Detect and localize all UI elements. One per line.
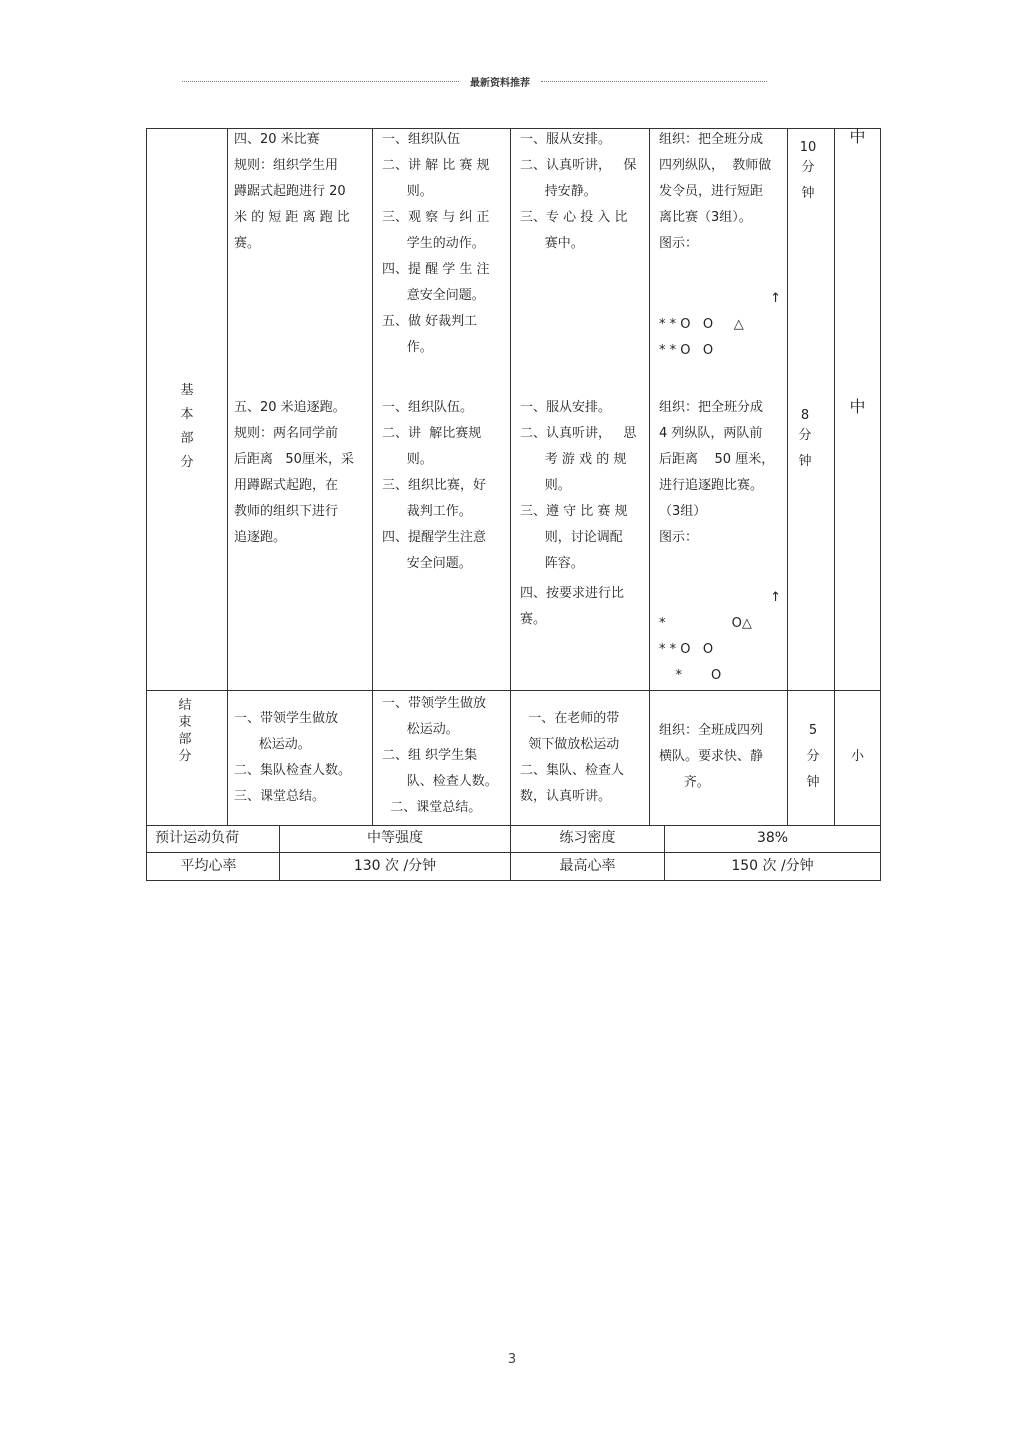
activity-1-student: 一、服从安排。 二、认真听讲， 保 持安静。 三、专 心 投 入 比 赛中。 — [520, 132, 637, 251]
ending-teacher: 一、带领学生做放 松运动。 二、组 织学生集 队、检查人数。 二、课堂总结。 — [382, 696, 498, 815]
ending-intensity: 小 — [850, 749, 864, 764]
activity-2-intensity: 中 — [849, 397, 866, 416]
section-label-basic: 基 本 部 分 — [180, 383, 194, 470]
density-value: 38% — [756, 830, 789, 846]
activity-2-diagram: ↑ * O△ * * O O * O — [659, 585, 781, 689]
activity-1-teacher: 一、组织队伍 二、讲 解 比 赛 规 则。 三、观 察 与 纠 正 学生的动作。 四、提 醒 学 生 注 意安全问题。 五、做 好裁判工 作。 — [382, 132, 490, 355]
header-title: 最新资料推荐 — [470, 78, 530, 89]
activity-2-content: 五、20 米追逐跑。 规则：两名同学前 后距离 50厘米，采 用蹲踞式起跑，在 教师的组织下进行 追逐跑。 — [234, 400, 354, 545]
load-value: 中等强度 — [367, 830, 423, 846]
avg-hr-label: 平均心率 — [180, 858, 237, 874]
avg-hr-value: 130 次 /分钟 — [353, 858, 437, 874]
max-hr-value: 150 次 /分钟 — [731, 858, 814, 874]
activity-2-organization: 组织：把全班分成 4 列纵队，两队前 后距离 50 厘米， 进行追逐跑比赛。 （3组） 图示： — [659, 400, 775, 545]
load-label: 预计运动负荷 — [155, 830, 239, 846]
max-hr-label: 最高心率 — [559, 858, 616, 874]
ending-organization: 组织：全班成四列 横队。要求快、静 齐。 — [659, 723, 764, 790]
activity-2-student: 一、服从安排。 二、认真听讲， 思 考 游 戏 的 规 则。 三、遵 守 比 赛 规 则，讨论调配 阵容。 四、按要求进行比 赛。 — [520, 400, 637, 627]
activity-2-time: 8 分 钟 — [798, 408, 812, 469]
arrow-up-icon: ↑ — [770, 291, 781, 306]
activity-1-diagram: ↑ * * O O △ * * O O — [659, 286, 781, 364]
arrow-up-icon: ↑ — [770, 590, 781, 605]
ending-student: 一、在老师的带 领下做放松运动 二、集队、检查人 数，认真听讲。 — [520, 711, 625, 804]
header-rule-right — [541, 81, 767, 82]
page-number: 3 — [507, 1352, 517, 1367]
density-label: 练习密度 — [559, 830, 616, 846]
activity-1-time: 10 分 钟 — [799, 140, 817, 201]
ending-time: 5 分 钟 — [806, 723, 820, 790]
activity-2-teacher: 一、组织队伍。 二、讲 解比赛规 则。 三、组织比赛，好 裁判工作。 四、提醒学生注意 安全问题。 — [382, 400, 487, 571]
ending-content: 一、带领学生做放 松运动。 二、集队检查人数。 三、课堂总结。 — [234, 711, 352, 804]
section-label-ending: 结 束 部 分 — [178, 698, 192, 764]
activity-1-intensity: 中 — [849, 127, 866, 146]
activity-1-organization: 组织：把全班分成 四列纵队， 教师做 发令员，进行短距 离比赛（3组）。 图示： — [659, 132, 772, 251]
activity-1-content: 四、20 米比赛 规则：组织学生用 蹲踞式起跑进行 20 米 的 短 距 离 跑 比 赛。 — [234, 132, 350, 251]
header-rule-left — [182, 81, 459, 82]
